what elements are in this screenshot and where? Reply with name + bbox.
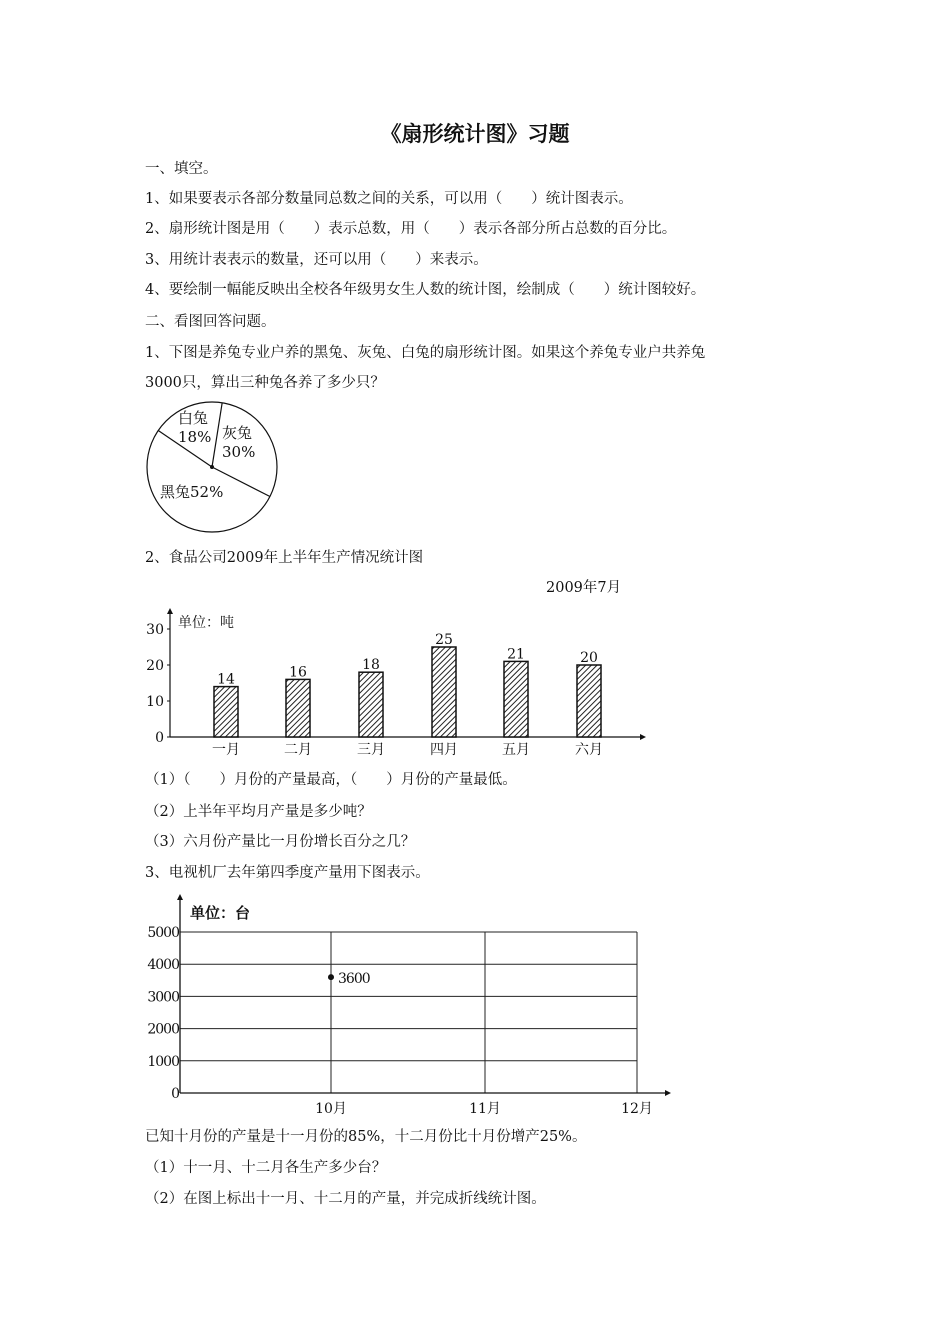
x-tick-label: 五月 — [502, 742, 530, 758]
bar-value-label: 20 — [580, 650, 598, 666]
pie-slice-name: 灰兔 — [222, 424, 253, 442]
chart-question-2-title: 2、食品公司2009年上半年生产情况统计图 — [145, 550, 424, 566]
y-tick-label: 3000 — [147, 989, 179, 1006]
x-tick-label: 二月 — [284, 742, 312, 758]
x-tick-label: 10月 — [315, 1101, 347, 1117]
x-tick-label: 11月 — [469, 1101, 501, 1117]
y-tick-label: 30 — [146, 622, 164, 638]
bar — [504, 661, 528, 737]
chart-question-3-text: 已知十月份的产量是十一月份的85%，十二月份比十月份增产25%。 — [145, 1129, 587, 1145]
chart-question-2-sub-1: （1）（ ）月份的产量最高，（ ）月份的产量最低。 — [145, 772, 517, 788]
fill-question-4: 4、要绘制一幅能反映出全校各年级男女生人数的统计图，绘制成（ ）统计图较好。 — [145, 282, 706, 298]
bar-value-label: 25 — [435, 632, 453, 648]
bar — [432, 647, 456, 737]
y-tick-label: 4000 — [147, 957, 179, 974]
y-tick-label: 0 — [155, 730, 164, 746]
page-title: 《扇形统计图》习题 — [380, 122, 570, 146]
rabbit-pie-chart — [147, 402, 277, 532]
y-tick-label: 5000 — [147, 925, 179, 941]
data-point-label: 3600 — [338, 971, 370, 988]
y-tick-label: 0 — [171, 1086, 179, 1102]
y-axis-arrow-icon — [177, 894, 183, 900]
y-tick-label: 20 — [146, 658, 164, 674]
x-tick-label: 六月 — [575, 742, 603, 758]
bar — [286, 679, 310, 737]
y-tick-label: 1000 — [147, 1053, 179, 1070]
x-axis-arrow-icon — [665, 1090, 671, 1096]
bar — [359, 672, 383, 737]
x-tick-label: 四月 — [430, 742, 458, 758]
pie-slice-name: 白兔 — [178, 409, 209, 427]
chart-question-2-date: 2009年7月 — [546, 580, 622, 596]
pie-center-dot — [210, 465, 214, 469]
chart-question-3-sub-2: （2）在图上标出十一月、十二月的产量，并完成折线统计图。 — [145, 1191, 546, 1207]
fill-question-2: 2、扇形统计图是用（ ）表示总数，用（ ）表示各部分所占总数的百分比。 — [145, 221, 677, 237]
chart-question-3-title: 3、电视机厂去年第四季度产量用下图表示。 — [145, 865, 430, 881]
pie-slice-percent: 18% — [178, 428, 212, 446]
pie-slice-label: 黑兔52% — [160, 483, 224, 501]
fill-question-1: 1、如果要表示各部分数量同总数之间的关系，可以用（ ）统计图表示。 — [145, 191, 633, 207]
bar-value-label: 21 — [507, 646, 525, 663]
section-chart-heading: 二、看图回答问题。 — [145, 314, 276, 330]
bar-value-label: 14 — [217, 671, 235, 688]
chart-question-2-sub-3: （3）六月份产量比一月份增长百分之几？ — [145, 834, 416, 850]
x-tick-label: 一月 — [212, 742, 240, 758]
pie-slice-divider — [212, 403, 222, 467]
section-fill-heading: 一、填空。 — [145, 161, 218, 177]
production-bar-chart — [146, 608, 646, 758]
bar-value-label: 16 — [289, 664, 307, 681]
tv-production-line-chart — [147, 894, 671, 1117]
bar-value-label: 18 — [362, 657, 380, 674]
unit-label: 单位：吨 — [178, 615, 234, 631]
x-axis-arrow-icon — [640, 734, 646, 740]
y-axis-arrow-icon — [167, 608, 173, 614]
y-tick-label: 2000 — [147, 1021, 179, 1038]
bar — [577, 665, 601, 737]
unit-label: 单位：台 — [190, 904, 251, 922]
bar — [214, 687, 238, 737]
chart-question-2-sub-2: （2）上半年平均月产量是多少吨？ — [145, 804, 372, 820]
x-tick-label: 12月 — [621, 1101, 653, 1117]
y-tick-label: 10 — [146, 694, 164, 710]
chart-question-3-sub-1: （1）十一月、十二月各生产多少台？ — [145, 1160, 387, 1176]
x-tick-label: 三月 — [357, 742, 385, 758]
chart-question-1-line1: 1、下图是养兔专业户养的黑兔、灰兔、白兔的扇形统计图。如果这个养兔专业户共养兔 — [145, 345, 706, 361]
fill-question-3: 3、用统计表表示的数量，还可以用（ ）来表示。 — [145, 252, 488, 268]
pie-slice-percent: 30% — [222, 443, 256, 461]
data-point — [328, 974, 334, 980]
chart-question-1-line2: 3000只，算出三种兔各养了多少只？ — [145, 375, 385, 391]
